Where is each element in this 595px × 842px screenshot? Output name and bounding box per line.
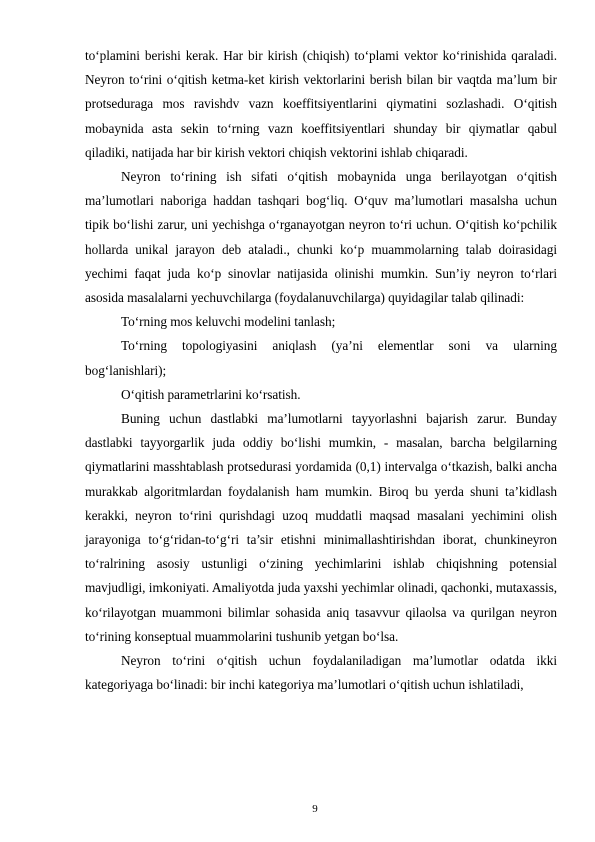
document-page bbox=[85, 44, 557, 697]
list-item-3: O‘qitish parametrlarini ko‘rsatish. bbox=[121, 386, 301, 402]
list-item-2: To‘rning topologiyasini aniqlash (ya’ni elementlar soni va ularning bog‘lanishlari); bbox=[85, 338, 557, 378]
paragraph-2: Neyron to‘rining ish sifati o‘qitish mobaynida unga berilayotgan o‘qitish ma’lumotlari naboriga haddan tashqari bog‘liq. O‘quv ma’lumotlari masalsha uchun tipik bo‘lishi zarur, uni yechishga o‘rganayotgan neyron to‘ri uchun. O‘qitish ko‘pchilik hollarda unikal jarayon deb ataladi., chunki ko‘p muammolarning talab doirasidagi yechimi faqat juda ko‘p sinovlar natijasida olinishi mumkin. Sun’iy neyron to‘rlari asosida masalalarni yechuvchilarga (foydalanuvchilarga) quyidagilar talab qilinadi: bbox=[85, 169, 557, 306]
paragraph-4: Neyron to‘rini o‘qitish uchun foydalaniladigan ma’lumotlar odatda ikki kategoriyaga bo‘linadi: bir inchi kategoriya ma’lumotlari o‘qitish uchun ishlatiladi, bbox=[85, 653, 557, 693]
list-item-1: To‘rning mos keluvchi modelini tanlash; bbox=[121, 314, 336, 330]
paragraph-1: to‘plamini berishi kerak. Har bir kirish (chiqish) to‘plami vektor ko‘rinishida qaraladi. Neyron to‘rini o‘qitish ketma-ket kirish vektorlarini berish bilan bir vaqtda ma’lum bir protseduraga mos ravishdv vazn koeffitsiyentlarini qiymatini sozlashadi. O‘qitish mobaynida asta sekin to‘rning vazn koeffitsiyentlari shunday bir qiymatlar qabul qiladiki, natijada har bir kirish vektori chiqish vektorini ishlab chiqaradi. bbox=[85, 48, 557, 160]
page-number: 9 bbox=[312, 803, 318, 815]
paragraph-3: Buning uchun dastlabki ma’lumotlarni tayyorlashni bajarish zarur. Bunday dastlabki tayyorgarlik juda oddiy bo‘lishi mumkin, - masalan, barcha belgilarning qiymatlarini masshtablash protsedurasi yordamida (0,1) intervalga o‘tkazish, balki ancha murakkab algoritmlardan foydalanish ham mumkin. Biroq bu yerda shuni ta’kidlash kerakki, neyron to‘rini qurishdagi uzoq muddatli maqsad masalani yechimini olish jarayoniga to‘g‘ridan-to‘g‘ri ta’sir etishni minimallashtirishdan iborat, chunkineyron to‘ralrining asosiy ustunligi o‘zining yechimlarini ishlab chiqishning potensial mavjudligi, imkoniyati. Amaliyotda juda yaxshi yechimlar olinadi, qachonki, mutaxassis, ko‘rilayotgan muammoni bilimlar sohasida aniq tasavvur qilaolsa va qurilgan neyron to‘rining konseptual muammolarini tushunib yetgan bo‘lsa. bbox=[85, 411, 557, 644]
